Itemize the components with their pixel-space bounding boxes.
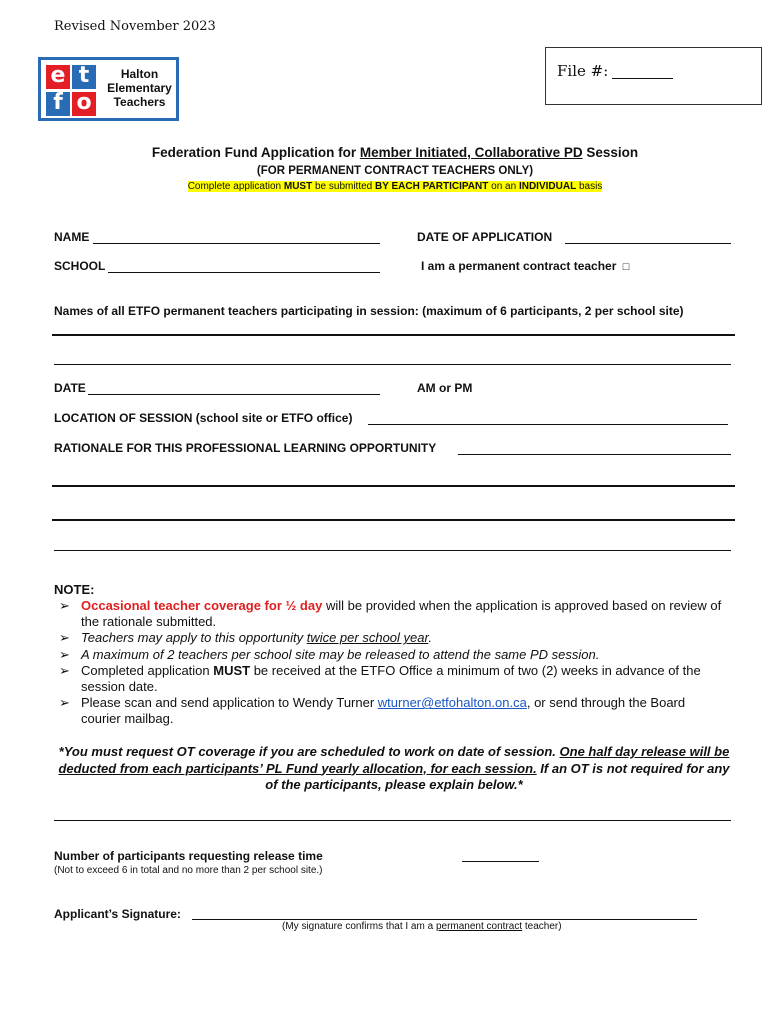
logo-wordmark	[102, 67, 177, 109]
note-item-1	[54, 598, 726, 630]
title-part-1: Federation Fund Application for	[151, 145, 360, 160]
file-number-label: File #:	[557, 62, 609, 80]
instruction-text: Complete application MUST be submitted BY EACH PARTICIPANT on an INDIVIDUAL basis	[187, 181, 603, 192]
note-item-3	[54, 647, 726, 663]
permanent-teacher-checkbox[interactable]: □	[622, 261, 630, 273]
permanent-teacher-text: I am a permanent contract teacher	[421, 259, 617, 273]
name-label: NAME	[54, 230, 90, 244]
participants-names-label: Names of all ETFO permanent teachers participating in session: (maximum of 6 participants, 2 per school site)	[54, 304, 684, 318]
note-1-highlight: Occasional teacher coverage for ½ day	[81, 598, 323, 613]
signature-note: (My signature confirms that I am a permanent contract teacher)	[282, 921, 562, 932]
title-underlined: Member Initiated, Collaborative PD	[359, 145, 583, 160]
name-field[interactable]	[93, 243, 380, 244]
form-subtitle: (FOR PERMANENT CONTRACT TEACHERS ONLY)	[256, 165, 534, 177]
rationale-label: RATIONALE FOR THIS PROFESSIONAL LEARNING OPPORTUNITY	[54, 441, 437, 455]
date-of-application-label: DATE OF APPLICATION	[417, 230, 553, 244]
submission-instruction	[0, 181, 770, 192]
note-item-2: ➢ Teachers may apply to this opportunity twice per school year.	[59, 630, 432, 646]
logo-letter-t: t	[72, 65, 96, 89]
note-item-4: ➢ Completed application MUST be received at the ETFO Office a minimum of two (2) weeks in advance of the session date.	[59, 662, 701, 695]
arrow-bullet-icon: ➢	[59, 646, 70, 662]
participants-count-note: (Not to exceed 6 in total and no more than 2 per school site.)	[54, 865, 323, 876]
logo-letter-o: o	[72, 92, 96, 116]
arrow-bullet-icon: ➢	[59, 662, 70, 678]
rationale-line-3[interactable]	[52, 519, 735, 521]
note-1-text: will be provided when the application is approved based on review of the rationale submitted.	[81, 598, 722, 630]
logo-line-2: Elementary	[107, 81, 172, 95]
logo-letter-f: f	[46, 92, 70, 116]
ot-coverage-statement: *You must request OT coverage if you are scheduled to work on date of session. One half day release will be deducted from each participants’ PL Fund yearly allocation, for each session. If an OT is not required for any of the participants, please explain below.*	[58, 744, 730, 792]
participants-count-label: Number of participants requesting release time	[54, 849, 323, 863]
logo-line-1: Halton	[120, 67, 159, 81]
revised-date: Revised November 2023	[54, 19, 216, 34]
file-number-box	[545, 47, 762, 105]
file-number-line	[612, 78, 673, 79]
form-title	[0, 145, 770, 160]
ot-explanation-field[interactable]	[54, 820, 731, 821]
date-of-application-field[interactable]	[565, 243, 731, 244]
participants-line-1[interactable]	[52, 334, 735, 336]
logo-letter-e: e	[46, 65, 70, 89]
location-label: LOCATION OF SESSION (school site or ETFO office)	[54, 411, 353, 425]
school-field[interactable]	[108, 272, 380, 273]
rationale-line-4[interactable]	[54, 550, 731, 551]
arrow-bullet-icon: ➢	[59, 630, 70, 646]
note-item-5: ➢ Please scan and send application to Wendy Turner wturner@etfohalton.on.ca, or send through the Board courier mailbag.	[59, 695, 686, 727]
signature-field[interactable]	[192, 919, 697, 920]
rationale-line-2[interactable]	[52, 485, 735, 487]
location-field[interactable]	[368, 424, 728, 425]
am-pm-label: AM or PM	[417, 381, 473, 395]
arrow-bullet-icon: ➢	[59, 598, 70, 613]
school-label: SCHOOL	[54, 259, 106, 273]
ot-underlined: One half day release will be deducted from each participants’ PL Fund yearly allocation, for each session.	[58, 744, 730, 776]
logo-line-3: Teachers	[113, 95, 166, 109]
participants-line-2[interactable]	[54, 364, 731, 365]
session-date-label: DATE	[54, 381, 86, 395]
email-link[interactable]: wturner@etfohalton.on.ca	[377, 695, 527, 711]
signature-label: Applicant’s Signature:	[54, 907, 181, 921]
permanent-teacher-label	[421, 259, 629, 273]
note-3-text: A maximum of 2 teachers per school site may be released to attend the same PD session.	[81, 646, 600, 662]
rationale-field[interactable]	[458, 454, 731, 455]
participants-count-field[interactable]	[462, 861, 539, 862]
notes-list	[54, 598, 726, 728]
session-date-field[interactable]	[88, 394, 380, 395]
title-part-2: Session	[582, 145, 639, 160]
arrow-bullet-icon: ➢	[59, 695, 70, 711]
note-2-underlined: twice per school year	[306, 630, 429, 646]
notes-heading: NOTE:	[54, 582, 95, 597]
etfo-logo	[38, 57, 179, 121]
